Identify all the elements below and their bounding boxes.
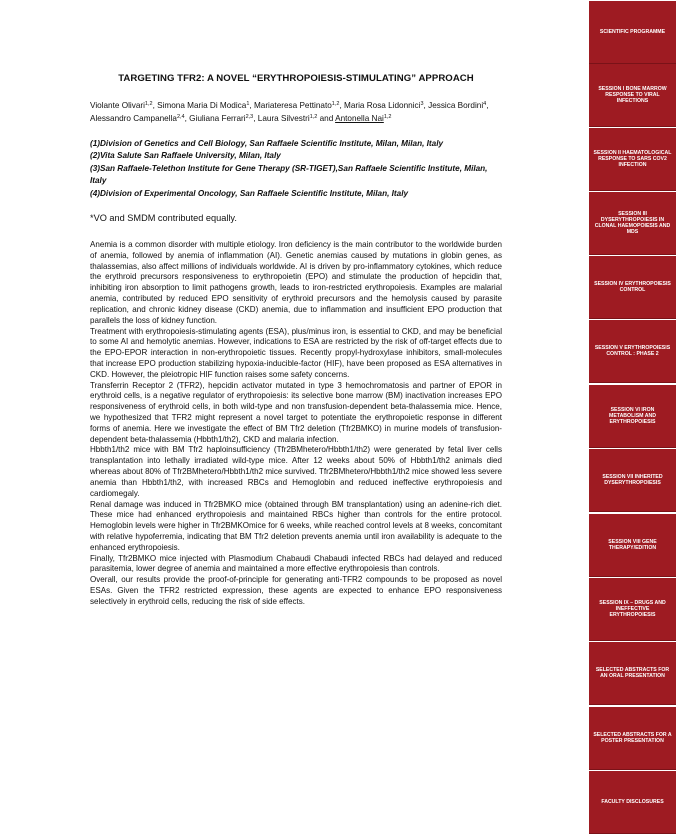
author-affiliation-marker: 3 [420,101,424,107]
affiliation-item: (2)Vita Salute San Raffaele University, Milan, Italy [90,151,281,161]
abstract-paragraph: Finally, Tfr2BMKO mice injected with Plasmodium Chabaudi Chabaudi infected RBCs had delayed and reduced parasitemia, lower degree of anemia and maintained a more effective erythropoiesis than controls. [90,553,502,574]
author-affiliation-marker: 1,2 [331,101,340,107]
author-affiliation-marker: 1,2 [383,113,392,120]
author-affiliation-marker: 1,2 [144,101,153,107]
affiliation-list [90,138,504,200]
nav-tab[interactable]: SESSION VIII GENE THERAPY/EDITION [589,514,676,577]
nav-tab[interactable]: SESSION IV ERYTHROPOIESIS CONTROL [589,256,676,319]
abstract-paragraph: Hbbth1/th2 mice with BM Tfr2 haploinsufficiency (Tfr2BMhetero/Hbbth1/th2) were generated by fetal liver cells transplantation into lethally irradiated wild-type mice. After 12 weeks about 50% of Hbbth1/th2 animals died whereas about 80% of Tfr2BMhetero/Hbbth1/th2 mice survived. Tfr2BMhetero/Hbbth1/th2 mice showed less severe anemia than Hbbth1/th2, with increased RBCs and Hemoglobin and reduced ineffective erythropoiesis and cardiomegaly. [90,445,502,498]
affiliation-item: (1)Division of Genetics and Cell Biology, San Raffaele Scientific Institute, Milan, Milan, Italy [90,139,444,148]
author-name: Violante Olivari [90,101,145,110]
author-affiliation-marker: 2,3 [245,113,254,120]
author-list: Violante Olivari$^{1,2}$, Simona Maria Di Modica$^1$, Mariateresa Pettinato$^{1,2}$, Maria Rosa Lidonnici$^3$, Jessica Bordini$^4$, Alessandro Campanella$^{2,4}$, Giuliana Ferrari$^{2,3}$, Laura Silvestri$^{1,2}$ and Antonella Nai$^{1,2}$ [90,101,489,123]
author-name: Antonella Nai [335,113,384,123]
section-navigation [589,0,676,836]
abstract-paragraph: Treatment with erythropoiesis-stimulating agents (ESA), plus/minus iron, is essential to CKD, and may be beneficial to some AI and hemolytic anemias. However, indications to ESA are restricted by the risk of off-target effects due to the EPO-EPOR interaction in non-erythropoietic tissues. Recently propyl-hydroxylase inhibitors, small-molecules that increase EPO production stabilizing hypoxia-inducible-factor (HIF), have been proposed as ESA alternatives in CKD. However, the pleiotropic HIF function raises some safety concerns. [90,326,502,379]
author-name: Laura Silvestri [257,113,310,123]
nav-tab[interactable]: SESSION I BONE MARROW RESPONSE TO VIRAL INFECTIONS [589,64,676,127]
author-affiliation-marker: 1,2 [309,113,318,120]
nav-tab[interactable]: SESSION III DYSERYTHROPOIESIS IN CLONAL HAEMOPOIESIS AND MDS [589,192,676,255]
abstract-paragraph: Anemia is a common disorder with multiple etiology. Iron deficiency is the main contributor to the worldwide burden of anemia, followed by anemia of inflammation (AI). Genetic anemias caused by mutations in globin genes, as thalassemias, also affect millions of individuals worldwide. AI is driven by pro-inflammatory cytokines, which reduce the erythroid precursors responsiveness to erythropoietin (EPO) and stimulate the production of hepcidin that, inhibiting iron absorption to limit pathogens growth, leads to iron-restricted erythropoiesis. Examples are malarial anemia, contributed by reduced EPO sensitivity of erythroid precursors and the hemolysis caused by parasite replication, and chronic kidney disease (CKD) anemia, due to inflammation and insufficient EPO production that parallels the loss of kidney function. [90,240,502,325]
nav-tab[interactable]: SCIENTIFIC PROGRAMME [589,1,676,64]
author-name: Giuliana Ferrari [189,113,246,123]
affiliation-item: (3)San Raffaele-Telethon Institute for Gene Therapy (SR-TIGET),San Raffaele Scientific Institute, Milan, Italy [90,163,488,186]
abstract-paragraph: Renal damage was induced in Tfr2BMKO mice (obtained through BM transplantation) using an adenine-rich diet. These mice had enhanced erythropoiesis and maintained RBCs higher than controls for the entire protocol. Hemoglobin levels were higher in Tfr2BMKOmice for 6 weeks, while reached control levels at 8 weeks, concomitant with relative hypoferremia, indicating that BM Tfr2 deletion prevents anemia until iron availability is adequate to the enhanced erythropoiesis. [90,499,502,552]
nav-tab[interactable]: SESSION IX – DRUGS AND INEFFECTIVE ERYTHROPOIESIS [589,578,676,641]
nav-tab[interactable]: SELECTED ABSTRACTS FOR AN ORAL PRESENTATION [589,642,676,705]
author-affiliation-marker: 4 [483,101,487,107]
nav-tab[interactable]: SESSION II HAEMATOLOGICAL RESPONSE TO SARS COV2 INFECTION [589,128,676,191]
abstract-paragraph: Transferrin Receptor 2 (TFR2), hepcidin activator mutated in type 3 hemochromatosis and partner of EPOR in erythroid cells, is a negative regulator of erythropoiesis: its selective bone marrow (BM) inactivation increases EPO responsiveness of erythroid cells, in both wild-type and non transfusion-dependent beta-thalassemia mice. Hence, we hypothesized that TFR2 might represent a novel target to potentiate the erythropoietic response in different forms of anemia. Here we investigate the effect of BM Tfr2 deletion (Tfr2BMKO) in murine models of transfusion-dependent beta-thalassemia (Hbbth1/th2), CKD and malaria infection. [90,380,502,444]
affiliation-item: (4)Division of Experimental Oncology, San Raffaele Scientific Institute, Milan, Italy [90,188,409,198]
author-affiliation-marker: 2,4 [176,113,185,120]
nav-tab[interactable]: SESSION VI IRON METABOLISM AND ERYTHROPOIESIS [589,385,676,448]
abstract-body [90,240,502,608]
nav-tab[interactable]: SELECTED ABSTRACTS FOR A POSTER PRESENTATION [589,707,676,770]
nav-tab[interactable]: SESSION V ERYTHROPOIESIS CONTROL : PHASE 2 [589,320,676,383]
author-name: Mariateresa Pettinato [253,101,332,110]
abstract-title: TARGETING TFR2: A NOVEL “ERYTHROPOIESIS-STIMULATING” APPROACH [118,73,474,84]
author-affiliation-marker: 1 [246,101,250,107]
abstract-paragraph: Overall, our results provide the proof-of-principle for generating anti-TFR2 compounds to be proposed as novel ESAs. Given the TFR2 restricted expression, these agents are expected to enhance EPO responsiveness selectively in erythroid cells, reducing the risk of side effects. [90,575,502,606]
contribution-note: *VO and SMDM contributed equally. [90,213,237,223]
nav-tab[interactable]: SESSION VII INHERITED DYSERYTHROPOIESIS [589,449,676,512]
author-name: Jessica Bordini [428,101,484,110]
author-name: Maria Rosa Lidonnici [344,101,421,110]
abstract-page [88,0,504,836]
author-name: Alessandro Campanella [90,113,177,123]
author-name: Simona Maria Di Modica [157,101,247,110]
nav-tab[interactable]: FACULTY DISCLOSURES [589,771,676,834]
